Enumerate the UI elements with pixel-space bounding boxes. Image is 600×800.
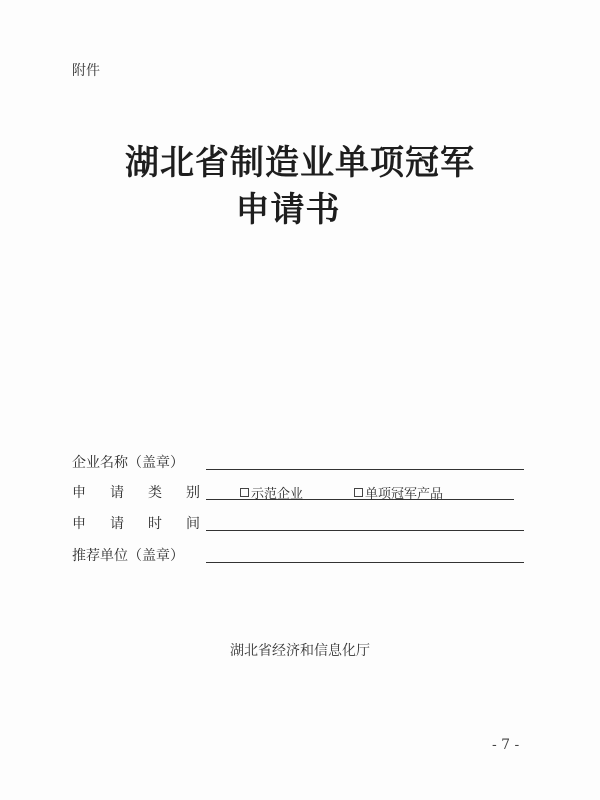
category-label-char: 请: [110, 485, 124, 501]
checkbox-champion-product[interactable]: [354, 488, 363, 497]
company-name-field[interactable]: [206, 469, 524, 470]
document-title-line-1: 湖北省制造业单项冠军: [125, 143, 475, 183]
apply-time-label-char: 间: [186, 516, 200, 532]
recommender-field[interactable]: [206, 562, 524, 563]
recommender-label: 推荐单位（盖章）: [72, 548, 184, 564]
attachment-label: 附件: [72, 63, 100, 79]
apply-time-label-char: 申: [72, 516, 86, 532]
page-number: - 7 -: [492, 737, 520, 753]
category-label-char: 申: [72, 485, 86, 501]
category-label-char: 类: [148, 485, 162, 501]
document-title-line-2: 申请书: [235, 190, 341, 230]
company-name-label: 企业名称（盖章）: [72, 455, 184, 471]
category-label-char: 别: [186, 485, 200, 501]
category-label: [72, 482, 200, 502]
apply-time-label-char: 请: [110, 516, 124, 532]
apply-time-field[interactable]: [206, 530, 524, 531]
option-demo-enterprise[interactable]: [240, 483, 303, 502]
checkbox-demo-enterprise[interactable]: [240, 488, 249, 497]
option-champion-product-label: 单项冠军产品: [365, 487, 444, 502]
option-demo-enterprise-label: 示范企业: [251, 487, 304, 502]
issuing-authority: 湖北省经济和信息化厅: [230, 643, 370, 659]
apply-time-label: [72, 513, 200, 533]
option-champion-product[interactable]: [354, 483, 443, 502]
apply-time-label-char: 时: [148, 516, 162, 532]
